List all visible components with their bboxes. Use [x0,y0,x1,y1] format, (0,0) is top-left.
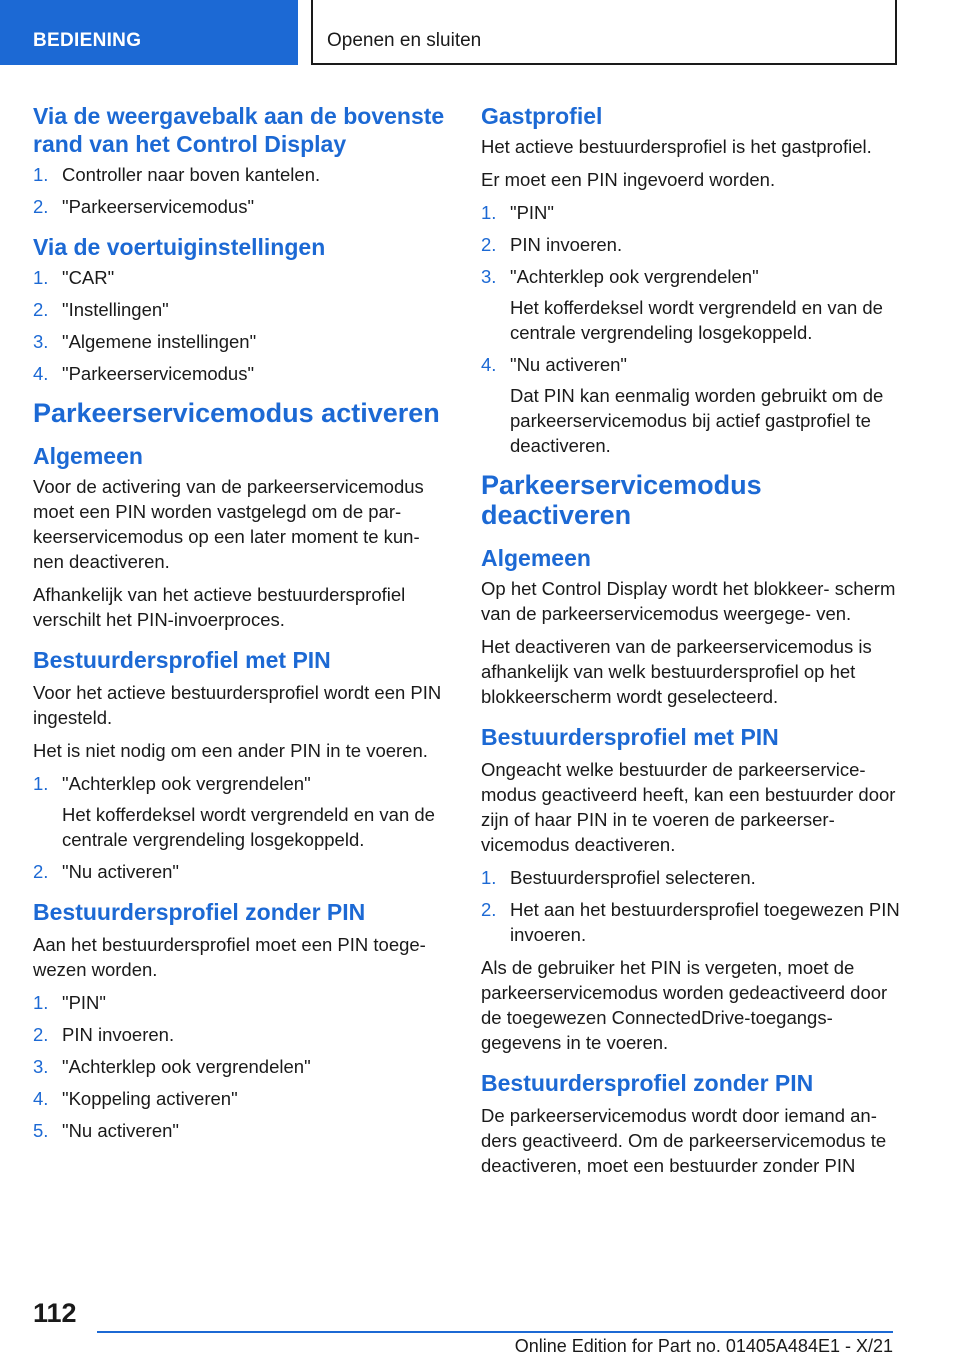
list-number: 5. [33,1120,49,1141]
list-number: 1. [33,164,49,185]
paragraph: Aan het bestuurdersprofiel moet een PIN toege- wezen worden. [33,934,426,980]
list-item-note: Het kofferdeksel wordt vergrendeld en van de centrale vergrendeling losgekoppeld. [510,297,883,343]
list-item-text: "Algemene instellingen" [62,331,257,352]
list-item-text: "Achterklep ook vergrendelen" [62,773,311,794]
list-number: 1. [33,773,49,794]
list-number: 2. [33,196,49,217]
list-number: 3. [481,266,497,287]
list-display-steps [33,162,451,219]
list-item-text: "Koppeling activeren" [62,1088,238,1109]
list-number: 2. [33,299,49,320]
list-item [481,232,901,257]
paragraph: De parkeerservicemodus wordt door iemand an- ders geactiveerd. Om de parkeerservicemodus te deactiveren, moet een bestuurder zonder PIN [481,1105,887,1176]
list-item [33,1118,451,1143]
list-item [33,1086,451,1111]
page-number: 112 [33,1298,77,1328]
heading-with-pin: Bestuurdersprofiel met PIN [481,724,779,750]
list-item-text: "Instellingen" [62,299,169,320]
paragraph: Het actieve bestuurdersprofiel is het gastprofiel. [481,136,872,157]
heading-deactivate: Parkeerservicemodus deactiveren [481,470,762,530]
list-with-pin-steps [481,865,901,947]
heading-via-vehicle-settings: Via de voertuiginstellingen [33,234,326,260]
heading-with-pin: Bestuurdersprofiel met PIN [33,647,331,673]
list-item [33,1054,451,1079]
list-item [33,990,451,1015]
list-item-text: "Nu activeren" [62,861,179,882]
paragraph: Het is niet nodig om een ander PIN in te voeren. [33,740,428,761]
list-item [33,297,451,322]
heading-without-pin: Bestuurdersprofiel zonder PIN [481,1070,814,1096]
list-item-text: Bestuurdersprofiel selecteren. [510,867,756,888]
list-item [33,859,451,884]
list-item-text: "Nu activeren" [510,354,627,375]
list-item-text: "CAR" [62,267,115,288]
heading-guest-profile: Gastprofiel [481,103,603,129]
heading-general: Algemeen [481,545,591,571]
list-number: 2. [33,861,49,882]
list-item-text: "Parkeerservicemodus" [62,363,255,384]
list-number: 1. [481,202,497,223]
list-vehicle-steps [33,265,451,386]
paragraph: Voor het actieve bestuurdersprofiel wordt een PIN ingesteld. [33,682,442,728]
list-item [481,352,901,458]
list-item [33,329,451,354]
list-item-text: PIN invoeren. [62,1024,175,1045]
paragraph: Op het Control Display wordt het blokkeer- scherm van de parkeerservicemodus weergege- ven. [481,578,896,624]
list-item [33,194,451,219]
header-chapter-label: Openen en sluiten [327,30,482,51]
list-item-note: Het kofferdeksel wordt vergrendeld en van de centrale vergrendeling losgekoppeld. [62,804,435,850]
list-item-text: Het aan het bestuurdersprofiel toegewezen PIN invoeren. [510,899,900,945]
list-number: 2. [33,1024,49,1045]
header-section-label: BEDIENING [33,30,142,51]
list-item [33,361,451,386]
list-item-text: "PIN" [510,202,554,223]
list-number: 2. [481,899,497,920]
left-column [33,102,451,1151]
list-item [33,265,451,290]
list-item [481,264,901,345]
heading-general: Algemeen [33,443,143,469]
footer-divider [97,1331,893,1333]
list-number: 1. [33,267,49,288]
paragraph: Ongeacht welke bestuurder de parkeerservice- modus geactiveerd heeft, kan een bestuurder door zijn of haar PIN in te voeren de parkeerser- vicemodus deactiveren. [481,759,896,855]
header-section-tab [0,0,298,65]
list-item-text: "Parkeerservicemodus" [62,196,255,217]
right-column [481,102,901,1186]
paragraph: Afhankelijk van het actieve bestuurdersprofiel verschilt het PIN-invoerproces. [33,584,406,630]
list-guest-steps [481,200,901,458]
list-number: 4. [481,354,497,375]
heading-without-pin: Bestuurdersprofiel zonder PIN [33,899,366,925]
list-number: 2. [481,234,497,255]
heading-via-display: Via de weergavebalk aan de bovenste rand van het Control Display [33,103,445,157]
list-item-text: "Achterklep ook vergrendelen" [62,1056,311,1077]
paragraph: Het deactiveren van de parkeerservicemodus is afhankelijk van welk bestuurdersprofiel op het blokkeerscherm wordt geselecteerd. [481,636,872,707]
paragraph: Als de gebruiker het PIN is vergeten, moet de parkeerservicemodus worden gedeactiveerd door de toegewezen ConnectedDrive-toegangs- gegevens in te voeren. [481,957,888,1053]
list-item-text: "PIN" [62,992,106,1013]
list-with-pin-steps [33,771,451,884]
list-number: 4. [33,1088,49,1109]
list-number: 4. [33,363,49,384]
heading-activate: Parkeerservicemodus activeren [33,398,440,428]
list-number: 3. [33,1056,49,1077]
list-item [481,200,901,225]
header-chapter-box [311,0,897,65]
list-item-note: Dat PIN kan eenmalig worden gebruikt om de parkeerservicemodus bij actief gastprofiel te deactiveren. [510,385,884,456]
paragraph: Er moet een PIN ingevoerd worden. [481,169,776,190]
list-item-text: "Achterklep ook vergrendelen" [510,266,759,287]
list-item-text: "Nu activeren" [62,1120,179,1141]
list-number: 1. [481,867,497,888]
footer-edition: Online Edition for Part no. 01405A484E1 - X/21 [514,1336,893,1356]
list-item [33,771,451,852]
list-number: 3. [33,331,49,352]
list-item [33,162,451,187]
list-number: 1. [33,992,49,1013]
list-item [481,865,901,890]
list-item-text: Controller naar boven kantelen. [62,164,321,185]
list-without-pin-steps [33,990,451,1143]
paragraph: Voor de activering van de parkeerservicemodus moet een PIN worden vastgelegd om de par- keerservicemodus op een later moment te kun- nen deactiveren. [33,476,424,572]
list-item [481,897,901,947]
list-item-text: PIN invoeren. [510,234,623,255]
list-item [33,1022,451,1047]
